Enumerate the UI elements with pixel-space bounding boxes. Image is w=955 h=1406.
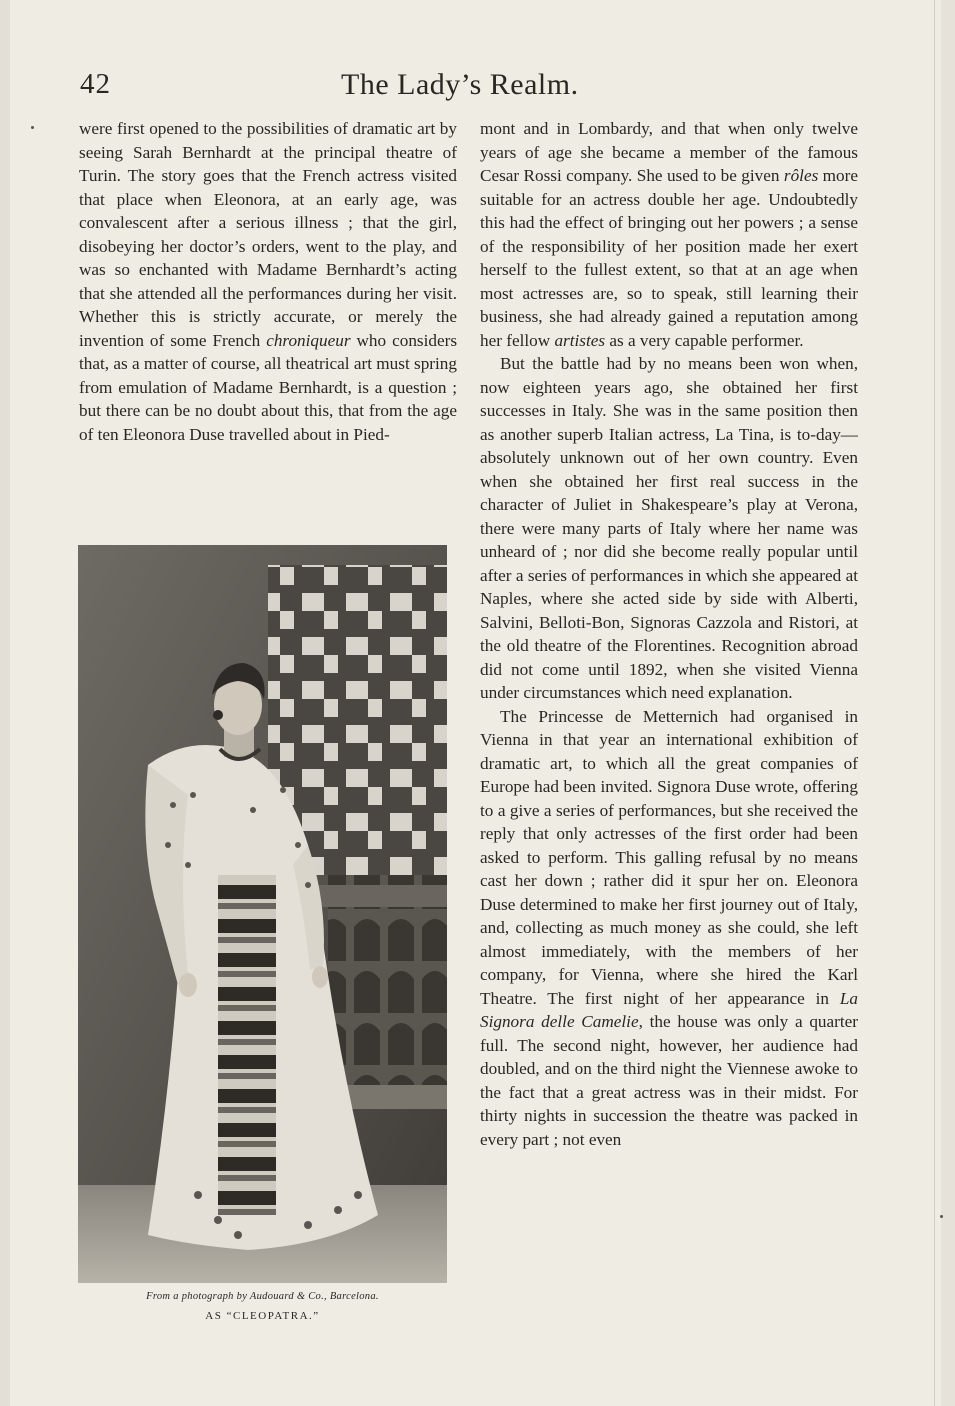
- photo-credit: From a photograph by Audouard & Co., Barcelona.: [146, 1291, 379, 1302]
- ink-speck: [940, 1215, 943, 1218]
- right-paragraph-1: mont and in Lombardy, and that when only twelve years of age she became a member of the famous Cesar Rossi company. She used to be given rôles more suitable for an actress double her age. Undoubtedly this had the effect of bringing out her powers ; a sense of the responsibility of her position made her exert herself to the fullest extent, so that at an age when most actresses are, so to speak, still learning their business, she had already gained a reputation among her fellow artistes as a very capable performer.: [480, 119, 858, 350]
- ink-speck: [31, 126, 34, 129]
- running-title: The Lady’s Realm.: [341, 68, 579, 101]
- page-edge-right: [941, 0, 955, 1406]
- right-paragraph-2: But the battle had by no means been won when, now eighteen years ago, she obtained her first successes in Italy. She was in the same position then as another superb Italian actress, La Tina, is to-day—absolutely unknown out of her own country. Even when she obtained her first real success in the character of Juliet in Shakespeare’s play at Verona, there were many parts of Italy where her name was unheard of ; nor did she become really popular until after a series of performances in which she appeared at Naples, where she acted side by side with Alberti, Salvini, Belloti-Bon, Signoras Cazzola and Ristori, at the old theatre of the Florentines. Recognition abroad did not come until 1892, when she visited Vienna under circumstances which need explanation.: [480, 354, 858, 702]
- photograph-cleopatra: [78, 545, 447, 1283]
- page-edge-line: [934, 0, 935, 1406]
- photograph-illustration: [78, 545, 447, 1283]
- page-number: 42: [80, 68, 111, 100]
- figure-caption: AS “CLEOPATRA.”: [205, 1310, 320, 1322]
- left-column: [79, 117, 457, 446]
- right-paragraph-3: The Princesse de Metternich had organised in Vienna in that year an international exhibition of dramatic art, to which all the great companies of Europe had been invited. Signora Duse wrote, offering to a give a series of performances, but she received the reply that only actresses of the first order had been asked to perform. This galling refusal by no means cast her down ; rather did it spur her on. Eleonora Duse determined to make her first journey out of Italy, and, collecting as much money as she could, she left almost immediately, with the members of her company, for Vienna, where she hired the Karl Theatre. The first night of her appearance in La Signora delle Camelie, the house was only a quarter full. The second night, however, her audience had doubled, and on the third night the Viennese awoke to the fact that a great actress was in their midst. For thirty nights in succession the theatre was packed in every part ; not even: [480, 706, 858, 1149]
- left-paragraph: were first opened to the possibilities of dramatic art by seeing Sarah Bernhardt at the principal theatre of Turin. The story goes that the French actress visited that place when Eleonora, at an early age, was convalescent after a serious illness ; that the girl, disobeying her doctor’s orders, went to the play, and was so enchanted with Madame Bernhardt’s acting that she attended all the performances during her visit. Whether this is strictly accurate, or merely the invention of some French chroniqueur who considers that, as a matter of course, all theatrical art must spring from emulation of Madame Bernhardt, is a question ; but there can be no doubt about this, that from the age of ten Eleonora Duse travelled about in Pied-: [79, 119, 458, 444]
- page-edge-left: [0, 0, 10, 1406]
- right-column: [480, 117, 858, 1151]
